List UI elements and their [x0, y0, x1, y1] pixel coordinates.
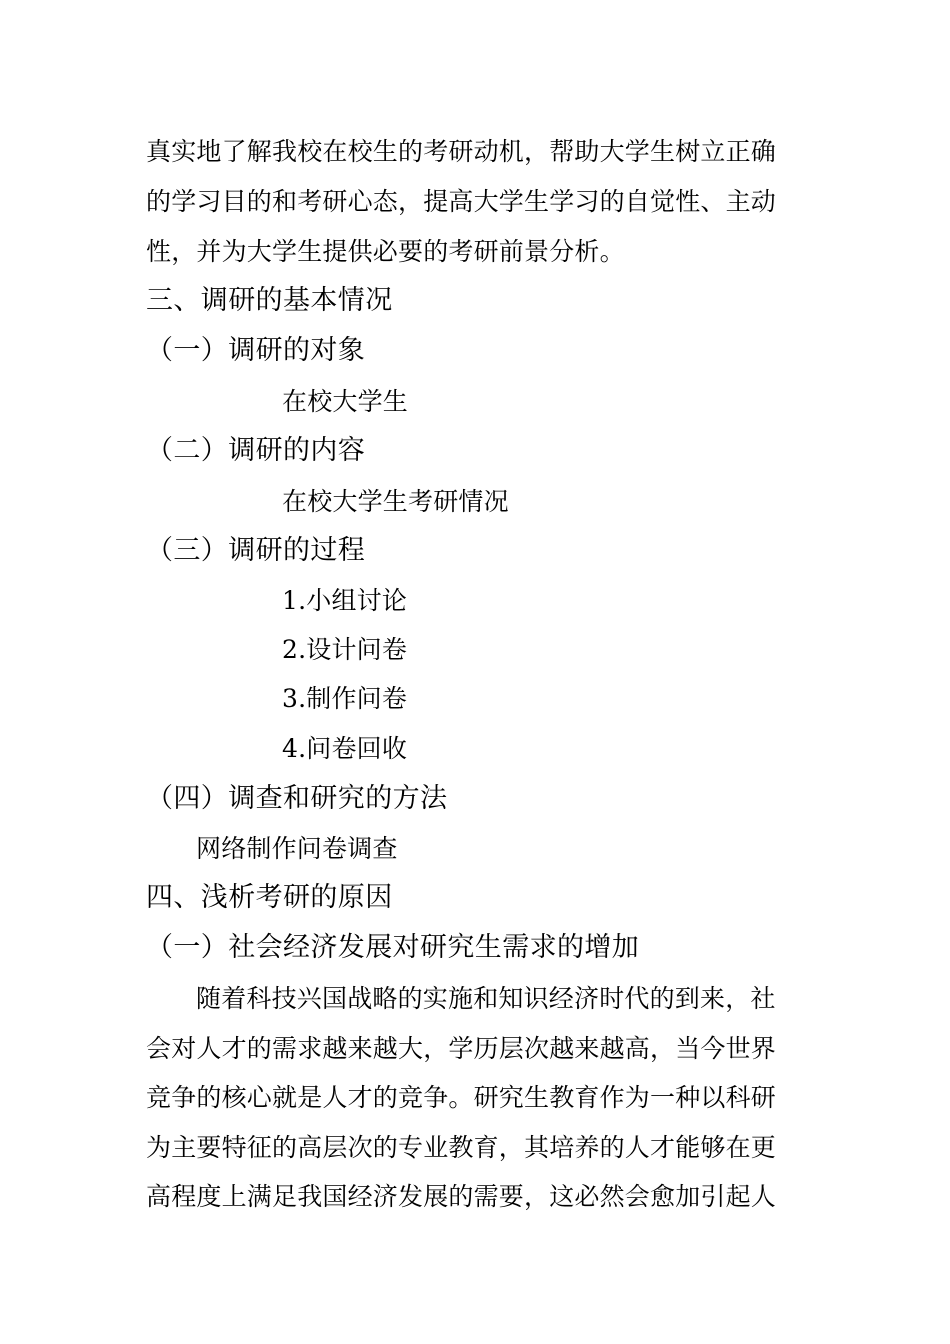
intro-line-1: 真实地了解我校在校生的考研动机，帮助大学生树立正确: [146, 137, 777, 166]
section-4-heading: 四、浅析考研的原因: [146, 882, 393, 913]
section-3-sub-4-text: 网络制作问卷调查: [196, 834, 398, 863]
section-3-sub-2-text: 在校大学生考研情况: [282, 487, 509, 516]
section-3-heading: 三、调研的基本情况: [146, 285, 393, 316]
process-step-1: 1.小组讨论: [282, 586, 408, 615]
intro-line-2: 的学习目的和考研心态，提高大学生学习的自觉性、主动: [146, 187, 777, 216]
section-3-sub-1-heading: （一）调研的对象: [146, 335, 366, 366]
paragraph-line-3: 竞争的核心就是人才的竞争。研究生教育作为一种以科研: [146, 1083, 777, 1112]
paragraph-line-2: 会对人才的需求越来越大，学历层次越来越高，当今世界: [146, 1034, 777, 1063]
process-step-4: 4.问卷回收: [282, 734, 408, 763]
intro-line-3: 性，并为大学生提供必要的考研前景分析。: [146, 237, 625, 266]
section-4-sub-1-heading: （一）社会经济发展对研究生需求的增加: [146, 932, 640, 963]
paragraph-line-4: 为主要特征的高层次的专业教育，其培养的人才能够在更: [146, 1133, 777, 1162]
paragraph-line-5: 高程度上满足我国经济发展的需要，这必然会愈加引起人: [146, 1182, 777, 1211]
paragraph-line-1: 随着科技兴国战略的实施和知识经济时代的到来，社: [196, 984, 776, 1013]
section-3-sub-2-heading: （二）调研的内容: [146, 435, 366, 466]
process-step-2: 2.设计问卷: [282, 635, 408, 664]
process-step-3: 3.制作问卷: [282, 684, 408, 713]
section-3-sub-3-heading: （三）调研的过程: [146, 535, 366, 566]
section-3-sub-1-text: 在校大学生: [282, 387, 409, 416]
section-3-sub-4-heading: （四）调查和研究的方法: [146, 783, 448, 814]
